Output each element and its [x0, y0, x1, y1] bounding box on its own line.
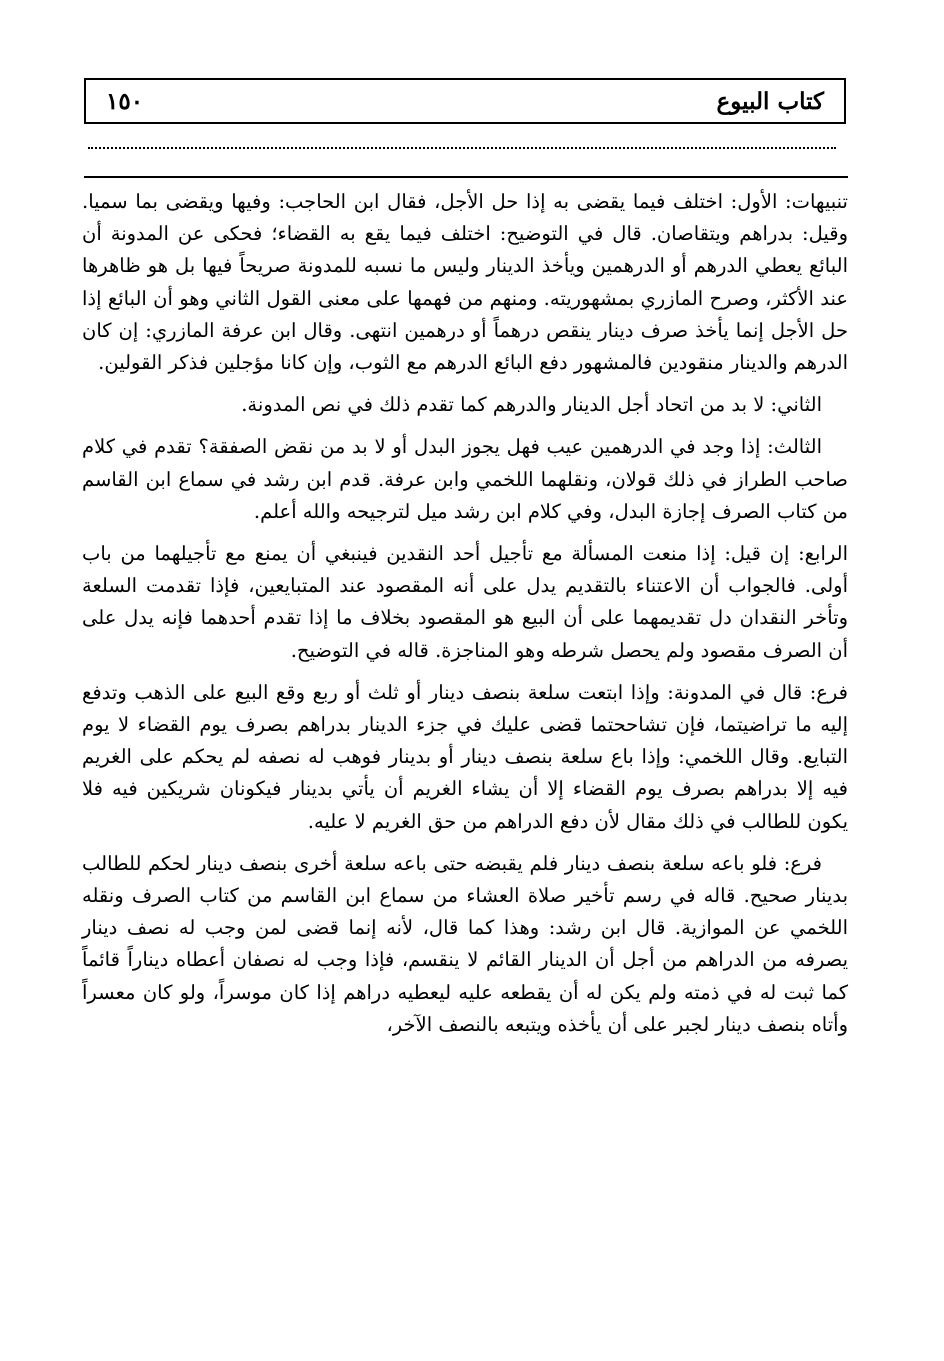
paragraph-branch-2: فرع: فلو باعه سلعة بنصف دينار فلم يقبضه حتى باعه سلعة أخرى بنصف دينار لحكم للطالب بدينار صحيح. قاله في رسم تأخير صلاة العشاء من سماع ابن القاسم من كتاب الصرف ونقله اللخمي عن الموازية. قال ابن رشد: وهذا كما قال، لأنه إنما قضى لمن وجب له نصف دينار يصرفه من الدراهم من أجل أن الدينار القائم لا ينقسم، فإذا وجب له نصفان أعطاه ديناراً قائماً كما ثبت له في ذمته ولم يكن له أن يقطعه عليه ليعطيه دراهم إذا كان موسراً، ولو كان معسراً وأتاه بنصف دينار لجبر على أن يأخذه ويتبعه بالنصف الآخر،: [82, 851, 848, 1036]
paragraph-third: الثالث: إذا وجد في الدرهمين عيب فهل يجوز البدل أو لا بد من نقض الصفقة؟ تقدم في كلام صاحب الطراز في ذلك قولان، ونقلهما اللخمي وابن عرفة. قدم ابن رشد في سماع ابن القاسم من كتاب الصرف إجازة البدل، وفي كلام ابن رشد ميل لترجيحه والله أعلم.: [82, 435, 848, 523]
dotted-separator: [88, 147, 836, 149]
book-title: كتاب البيوع: [716, 88, 824, 115]
running-header: [84, 78, 846, 124]
paragraph-second: الثاني: لا بد من اتحاد أجل الدينار والدرهم كما تقدم ذلك في نص المدونة.: [241, 393, 822, 417]
body-text: [82, 186, 848, 1051]
paragraph-tanbihat: تنبيهات: الأول: اختلف فيما يقضى به إذا حل الأجل، فقال ابن الحاجب: وفيها ويقضى بما سميا. وقيل: بدراهم ويتقاصان. قال في التوضيح: اختلف فيما يقع به القضاء؛ فحكى عن المدونة أن البائع يعطي الدرهم أو الدرهمين ويأخذ الدينار وليس ما نسبه للمدونة صريحاً فيها بل هو ظاهرها عند الأكثر، وصرح المازري بمشهوريته. ومنهم من فهمها على معنى القول الثاني وهو أن البائع إذا حل الأجل إنما يأخذ صرف دينار ينقص درهماً أو درهمين انتهى. وقال ابن عرفة المازري: إن كان الدرهم والدينار منقودين فالمشهور دفع البائع الدرهم مع الثوب، وإن كانا مؤجلين فذكر القولين.: [82, 190, 848, 375]
solid-separator: [84, 176, 848, 178]
page-number: ١٥٠: [106, 88, 144, 115]
paragraph-fourth: الرابع: إن قيل: إذا منعت المسألة مع تأجيل أحد النقدين فينبغي أن يمنع مع تأجيلهما من باب أولى. فالجواب أن الاعتناء بالتقديم يدل على أنه المقصود عند المتبايعين، فإذا تقدمت السلعة وتأخر النقدان دل تقديمهما على أن البيع هو المقصود بخلاف ما إذا تقدم أحدهما فإنه يدل على أن الصرف مقصود ولم يحصل شرطه وهو المناجزة. قاله في التوضيح.: [82, 542, 848, 662]
paragraph-branch-1: فرع: قال في المدونة: وإذا ابتعت سلعة بنصف دينار أو ثلث أو ربع وقع البيع على الذهب وتدفع إليه ما تراضيتما، فإن تشاححتما قضى عليك في جزء الدينار بدراهم بصرف يوم القضاء لا يوم التبايع. وقال اللخمي: وإذا باع سلعة بنصف دينار أو بدينار فوهب له نصفه لم يحكم على الغريم فيه إلا بدراهم بصرف يوم القضاء إلا أن يشاء الغريم أن يأتي بدينار فيكونان شريكين فيه فلا يكون للطالب في ذلك مقال لأن دفع الدراهم من حق الغريم لا عليه.: [82, 680, 848, 833]
